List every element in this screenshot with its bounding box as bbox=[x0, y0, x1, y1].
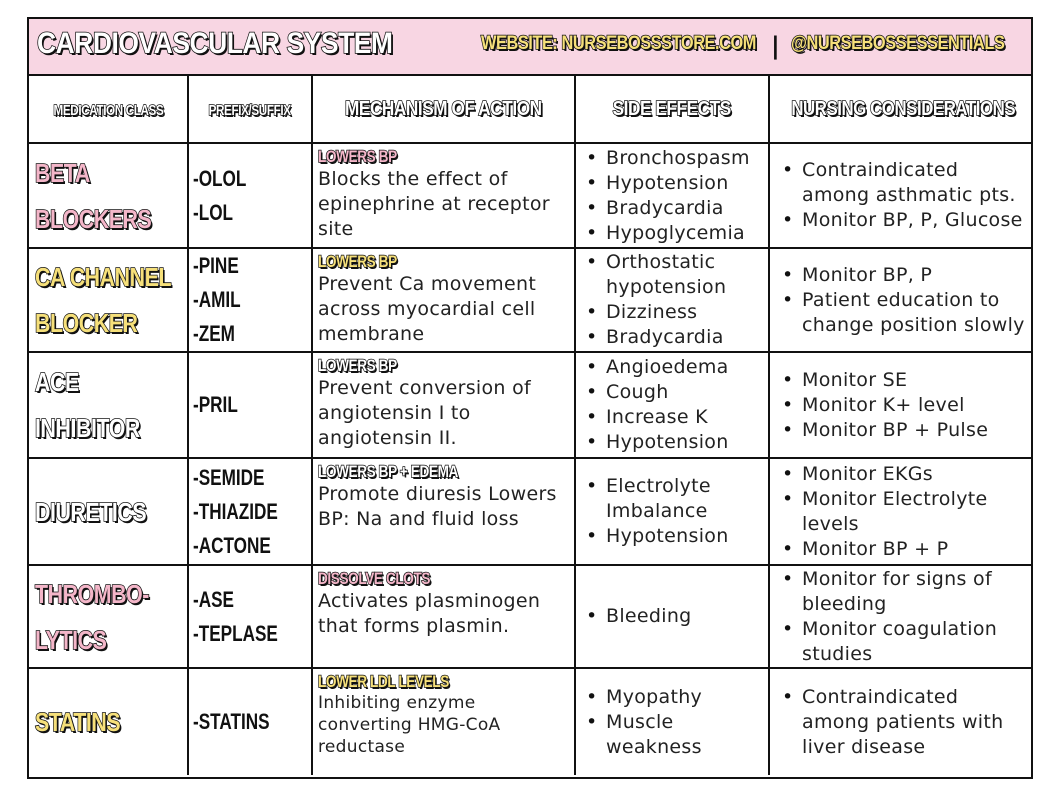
list-item: • Monitor BP, P, Glucose bbox=[782, 208, 1031, 233]
mechanism-text: Activates plasminogen that forms plasmin. bbox=[318, 590, 541, 637]
medication-class-name: ACE bbox=[35, 367, 79, 397]
list-item: • Bleeding bbox=[586, 604, 768, 629]
table-row bbox=[29, 668, 1031, 775]
side-effects-cell bbox=[575, 143, 769, 248]
medication-class-name: BETA bbox=[35, 157, 90, 188]
mechanism-text: Prevent conversion of angiotensin I to angiotensin II. bbox=[318, 377, 532, 449]
side-effects-list bbox=[576, 250, 768, 350]
list-item: • Monitor Electrolyte levels bbox=[782, 487, 1031, 537]
side-effects-cell bbox=[575, 565, 769, 668]
medication-class-name: LYTICS bbox=[35, 624, 107, 655]
mechanism-text: Blocks the effect of epinephrine at receptor site bbox=[318, 168, 550, 240]
suffix-text: -LOL bbox=[193, 199, 234, 225]
list-item: • Hypotension bbox=[586, 171, 768, 196]
effect-tag: LOWERS BP bbox=[318, 356, 397, 375]
medication-class-name: CA CHANNEL bbox=[35, 262, 172, 292]
effect-tag: LOWERS BP + EDEMA bbox=[318, 462, 458, 481]
list-item: • Increase K bbox=[586, 405, 768, 430]
medication-class-cell bbox=[29, 668, 188, 775]
list-item: • Cough bbox=[586, 380, 768, 405]
nursing-considerations-cell bbox=[769, 352, 1031, 458]
nursing-list bbox=[770, 685, 1031, 760]
column-header-side-effects: SIDE EFFECTS bbox=[575, 76, 769, 143]
suffix-text: -THIAZIDE bbox=[193, 498, 278, 524]
list-item: • Monitor BP + P bbox=[782, 537, 1031, 562]
mechanism-cell bbox=[312, 458, 575, 565]
table-row bbox=[29, 458, 1031, 565]
header-separator: | bbox=[771, 32, 780, 60]
nursing-considerations-cell bbox=[769, 458, 1031, 565]
title-banner bbox=[29, 19, 1031, 76]
side-effects-list bbox=[576, 146, 768, 246]
list-item: • Dizziness bbox=[586, 300, 768, 325]
mechanism-cell bbox=[312, 352, 575, 458]
mechanism-text: Inhibiting enzyme converting HMG-CoA reductase bbox=[318, 693, 501, 757]
list-item: • Bradycardia bbox=[586, 325, 768, 350]
side-effects-list bbox=[576, 474, 768, 549]
nursing-considerations-cell bbox=[769, 668, 1031, 775]
list-item: • Monitor for signs of bleeding bbox=[782, 567, 1031, 617]
table-row bbox=[29, 248, 1031, 352]
list-item: • Hypoglycemia bbox=[586, 221, 768, 246]
effect-tag: LOWERS BP bbox=[318, 252, 397, 271]
medication-class-name: INHIBITOR bbox=[35, 413, 140, 443]
medication-class-name: STATINS bbox=[35, 707, 121, 737]
medication-class-cell bbox=[29, 248, 188, 352]
list-item: • Contraindicated among patients with liver disease bbox=[782, 685, 1031, 760]
nursing-list bbox=[770, 567, 1031, 667]
suffix-text: -TEPLASE bbox=[193, 620, 278, 646]
medication-class-name: BLOCKERS bbox=[35, 203, 152, 234]
side-effects-list bbox=[576, 604, 768, 629]
list-item: • Monitor EKGs bbox=[782, 462, 1031, 487]
medication-class-name: BLOCKER bbox=[35, 308, 138, 338]
suffix-text: -SEMIDE bbox=[193, 464, 265, 490]
list-item: • Hypotension bbox=[586, 524, 768, 549]
list-item: • Bronchospasm bbox=[586, 146, 768, 171]
medication-class-cell bbox=[29, 565, 188, 668]
list-item: • Patient education to change position slowly bbox=[782, 288, 1031, 338]
list-item: • Orthostatic hypotension bbox=[586, 250, 768, 300]
suffix-text: -OLOL bbox=[193, 165, 247, 191]
medication-class-cell bbox=[29, 458, 188, 565]
suffix-text: -AMIL bbox=[193, 287, 241, 312]
prefix-suffix-cell bbox=[188, 352, 312, 458]
mechanism-cell bbox=[312, 248, 575, 352]
column-header-mechanism: MECHANISM OF ACTION bbox=[312, 76, 575, 143]
prefix-suffix-cell bbox=[188, 143, 312, 248]
prefix-suffix-cell bbox=[188, 248, 312, 352]
side-effects-list bbox=[576, 685, 768, 760]
sheet-title: CARDIOVASCULAR SYSTEM bbox=[37, 27, 393, 60]
website-label: WEBSITE: NURSEBOSSSTORE.COM bbox=[481, 33, 756, 54]
table-header-row bbox=[29, 76, 1031, 143]
nursing-list bbox=[770, 368, 1031, 443]
list-item: • Bradycardia bbox=[586, 196, 768, 221]
side-effects-list bbox=[576, 355, 768, 455]
suffix-text: -ACTONE bbox=[193, 532, 271, 558]
list-item: • Angioedema bbox=[586, 355, 768, 380]
suffix-text: -ZEM bbox=[193, 321, 235, 346]
nursing-considerations-cell bbox=[769, 143, 1031, 248]
list-item: • Monitor coagulation studies bbox=[782, 617, 1031, 667]
mechanism-text: Promote diuresis Lowers BP: Na and fluid loss bbox=[318, 483, 557, 530]
medication-class-name: DIURETICS bbox=[35, 496, 147, 527]
medication-class-cell bbox=[29, 143, 188, 248]
list-item: • Monitor SE bbox=[782, 368, 1031, 393]
mechanism-cell bbox=[312, 668, 575, 775]
list-item: • Electrolyte Imbalance bbox=[586, 474, 768, 524]
medication-class-name: THROMBO- bbox=[35, 578, 149, 609]
effect-tag: LOWERS BP bbox=[318, 147, 397, 166]
mechanism-cell bbox=[312, 143, 575, 248]
column-header-prefix-suffix: PREFIX/SUFFIX bbox=[188, 76, 312, 143]
nursing-considerations-cell bbox=[769, 248, 1031, 352]
nursing-list bbox=[770, 263, 1031, 338]
reference-sheet bbox=[27, 17, 1033, 779]
side-effects-cell bbox=[575, 668, 769, 775]
table-row bbox=[29, 352, 1031, 458]
suffix-text: -ASE bbox=[193, 586, 234, 612]
suffix-text: -PINE bbox=[193, 253, 239, 278]
effect-tag: LOWER LDL LEVELS bbox=[318, 672, 449, 691]
prefix-suffix-cell bbox=[188, 565, 312, 668]
social-handle: @NURSEBOSSESSENTIALS bbox=[791, 33, 1005, 54]
mechanism-text: Prevent Ca movement across myocardial cell membrane bbox=[318, 273, 537, 345]
effect-tag: DISSOLVE CLOTS bbox=[318, 569, 431, 588]
list-item: • Hypotension bbox=[586, 430, 768, 455]
list-item: • Monitor BP + Pulse bbox=[782, 418, 1031, 443]
list-item: • Muscle weakness bbox=[586, 710, 768, 760]
list-item: • Monitor K+ level bbox=[782, 393, 1031, 418]
medication-table bbox=[29, 76, 1031, 775]
nursing-list bbox=[770, 462, 1031, 562]
side-effects-cell bbox=[575, 248, 769, 352]
suffix-text: -STATINS bbox=[193, 709, 270, 734]
list-item: • Contraindicated among asthmatic pts. bbox=[782, 158, 1031, 208]
prefix-suffix-cell bbox=[188, 668, 312, 775]
nursing-considerations-cell bbox=[769, 565, 1031, 668]
side-effects-cell bbox=[575, 352, 769, 458]
suffix-text: -PRIL bbox=[193, 392, 238, 417]
side-effects-cell bbox=[575, 458, 769, 565]
table-row bbox=[29, 565, 1031, 668]
list-item: • Monitor BP, P bbox=[782, 263, 1031, 288]
nursing-list bbox=[770, 158, 1031, 233]
medication-class-cell bbox=[29, 352, 188, 458]
column-header-medication-class: MEDICATION CLASS bbox=[29, 76, 188, 143]
column-header-nursing: NURSING CONSIDERATIONS bbox=[769, 76, 1031, 143]
mechanism-cell bbox=[312, 565, 575, 668]
list-item: • Myopathy bbox=[586, 685, 768, 710]
prefix-suffix-cell bbox=[188, 458, 312, 565]
table-row bbox=[29, 143, 1031, 248]
